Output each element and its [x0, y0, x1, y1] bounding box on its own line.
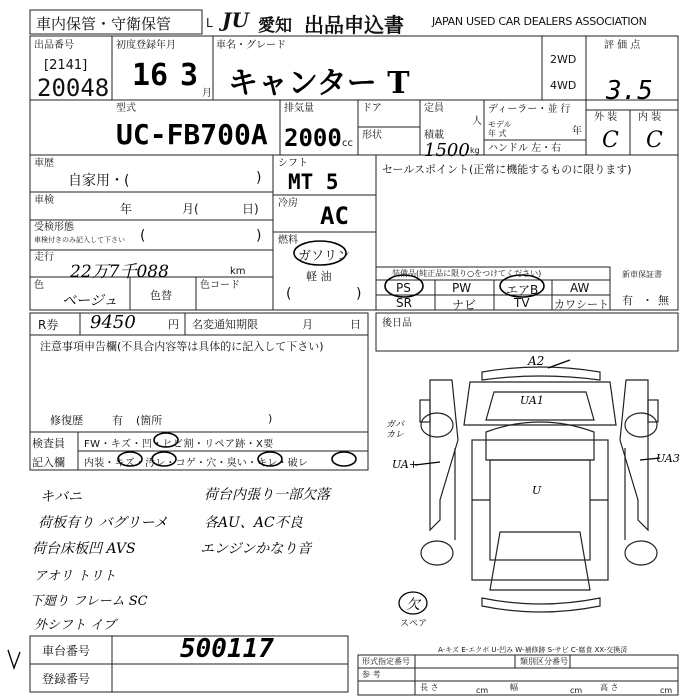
displacement-unit: cc: [342, 138, 353, 149]
doors-label: ドア: [362, 103, 382, 114]
drive-2wd: 2WD: [550, 53, 577, 66]
equip-sr: SR: [396, 296, 412, 310]
notice-label: 名変通知期限: [192, 318, 258, 331]
history-value: 自家用・(: [68, 173, 130, 189]
ref-label: 参 考: [362, 670, 381, 679]
recycle-close: ): [256, 228, 262, 244]
registration-label: 登録番号: [42, 672, 91, 686]
inspector-row1: FW・キズ・凹・ヒビ割・リペア跡・X要: [84, 439, 274, 450]
warranty-no: 無: [658, 294, 669, 307]
repair-close: ): [268, 412, 273, 425]
repair-place: (箇所: [136, 414, 163, 427]
stamp-mark: L: [206, 16, 213, 30]
aircon-label: 冷房: [278, 198, 298, 209]
car-name-value: キャンター T: [228, 66, 410, 101]
ju-logo: JU: [222, 8, 249, 32]
diag-a2: A2: [528, 354, 545, 368]
load-label: 積載: [424, 130, 444, 141]
height-unit: cm: [660, 686, 673, 695]
afterward-label: 後日品: [382, 318, 412, 329]
capacity-label: 定員: [424, 103, 444, 114]
inspector-label: 検査員: [32, 437, 65, 450]
shift-label: シフト: [278, 158, 308, 169]
equip-aw: AW: [570, 281, 590, 295]
warranty-sep: ・: [642, 294, 653, 307]
class-number-label: 類別区分番号: [520, 657, 568, 666]
sales-point-label: セールスポイント(正常に機能するものに限ります): [382, 163, 632, 176]
height-label: 高 さ: [600, 683, 619, 692]
r-ticket-label: R券: [38, 318, 59, 332]
color-change-label: 色替: [150, 289, 172, 302]
handnote-9: 外シフト イブ: [34, 618, 116, 633]
notice-month: 月: [302, 318, 313, 331]
model-value: UC-FB700A: [116, 118, 268, 151]
exterior-grade: C: [602, 128, 619, 153]
displacement-value: 2000: [284, 124, 342, 152]
car-name-label: 車名・グレード: [216, 40, 286, 51]
diag-u-center: U: [532, 484, 542, 497]
diag-spare-mark: 欠: [406, 597, 420, 613]
equip-navi: ナビ: [452, 298, 477, 312]
r-ticket-unit: 円: [168, 318, 179, 331]
chassis-number: 500117: [180, 634, 274, 664]
notes-label: 注意事項申告欄(不具合内容等は具体的に記入して下さい): [40, 340, 324, 353]
mileage-label: 走行: [34, 252, 54, 263]
inspection-year: 年: [120, 202, 133, 216]
chassis-label: 車台番号: [42, 644, 91, 658]
repair-label: 修復歴: [50, 414, 83, 427]
inspector-row2: 内装・キズ・汚レ・コゲ・穴・臭い・キレ・破レ: [84, 458, 309, 469]
inspection-day: 日): [242, 202, 259, 216]
logo-region: 愛知: [258, 16, 292, 36]
repair-has: 有: [112, 414, 123, 427]
shape-label: 形状: [362, 130, 382, 141]
interior-label: 内 装: [638, 112, 662, 123]
equip-tv: TV: [514, 296, 530, 310]
handnote-8: 下廻り フレーム SC: [30, 594, 148, 609]
lot-subnumber: [2141]: [44, 58, 88, 73]
fuel-diesel: 軽 油: [306, 270, 332, 283]
recycle-open: (: [140, 228, 146, 244]
recycle-note: 車検付きのみ記入して下さい: [34, 236, 125, 244]
mileage-value: 22万7千088: [70, 262, 169, 282]
displacement-label: 排気量: [284, 103, 314, 114]
length-label: 長 さ: [420, 683, 439, 692]
handnote-4: 各AU、AC不良: [204, 515, 303, 531]
dealer-label: ディーラー・並 行: [488, 104, 571, 115]
form-title: 出品申込書: [304, 13, 404, 37]
drive-4wd: 4WD: [550, 79, 577, 92]
equip-airbag: エアB: [506, 283, 539, 297]
first-reg-month-unit: 月: [202, 88, 212, 99]
handnote-7: アオリ トリト: [34, 569, 117, 584]
dealer-year-unit: 年: [572, 126, 582, 137]
width-label: 幅: [510, 683, 518, 692]
mileage-unit: km: [230, 266, 246, 277]
dealer-year-label: 年 式: [488, 129, 507, 138]
warranty-yes: 有: [622, 294, 633, 307]
handnote-6: エンジンかなり音: [200, 541, 312, 557]
form-number-label: 形式指定番号: [362, 657, 410, 666]
load-value: 1500: [424, 140, 470, 161]
color-code-label: 色コード: [200, 280, 240, 291]
warranty-label: 新車保証書: [622, 270, 662, 279]
notice-day: 日: [350, 318, 361, 331]
diag-ua-left: UA+: [392, 458, 419, 471]
model-label: 型式: [116, 103, 136, 114]
inspection-label: 車検: [34, 195, 54, 206]
shift-value: MT 5: [288, 170, 339, 194]
handnote-5: 荷台床板凹 AVS: [32, 541, 136, 557]
lot-label: 出品番号: [34, 40, 74, 51]
fuel-close: ): [356, 286, 362, 302]
handnote-3: 荷板有り バグリーメ: [38, 515, 168, 531]
diag-side-note: ガバ カレ: [386, 420, 405, 440]
fuel-label: 燃料: [278, 235, 298, 246]
r-ticket-value: 9450: [90, 312, 136, 333]
capacity-unit: 人: [472, 116, 482, 127]
equipment-label: 装備品(純正品に限り○をつけてください): [392, 269, 542, 278]
length-unit: cm: [476, 686, 489, 695]
equip-seat: カワシート: [554, 298, 609, 311]
lot-number: 20048: [37, 74, 110, 102]
first-reg-year: 16: [132, 58, 169, 93]
exterior-label: 外 装: [594, 112, 618, 123]
history-label: 車歴: [34, 158, 54, 169]
storage-stamp: 車内保管・守衛保管: [36, 15, 172, 33]
first-reg-month: 3: [180, 58, 199, 93]
equip-ps: PS: [396, 281, 411, 295]
interior-grade: C: [646, 128, 663, 153]
handnote-1: キバニ: [40, 489, 82, 505]
diag-spare-label: スペア: [400, 619, 428, 629]
fuel-open: (: [286, 286, 292, 302]
handnote-2: 荷台内張り一部欠落: [204, 487, 330, 503]
handle-label: ハンドル 左・右: [488, 143, 562, 154]
score-label: 評 価 点: [604, 40, 641, 51]
color-label: 色: [34, 280, 44, 291]
first-reg-label: 初度登録年月: [116, 40, 176, 51]
damage-legend: A-キズ E-エクボ U-凹み W-補修跡 S-サビ C-腐食 XX-交換済: [438, 646, 628, 654]
diag-ua3: UA3: [656, 452, 680, 465]
association-name: JAPAN USED CAR DEALERS ASSOCIATION: [432, 15, 647, 28]
inspection-month: 月(: [182, 202, 199, 216]
dealer-model-label: モデル: [488, 120, 512, 129]
width-unit: cm: [570, 686, 583, 695]
aircon-value: AC: [320, 202, 349, 230]
inspector-label2: 記入欄: [32, 456, 65, 469]
equip-pw: PW: [452, 281, 472, 295]
color-value: ベージュ: [62, 293, 118, 309]
score-value: 3.5: [606, 76, 653, 106]
fuel-gasoline: ガソリン: [298, 249, 351, 264]
diag-ua1: UA1: [520, 394, 544, 407]
margin-mark: [4, 650, 16, 666]
history-close: ): [256, 170, 262, 186]
load-unit: kg: [470, 146, 480, 155]
recycle-label: 受検形態: [34, 222, 74, 233]
